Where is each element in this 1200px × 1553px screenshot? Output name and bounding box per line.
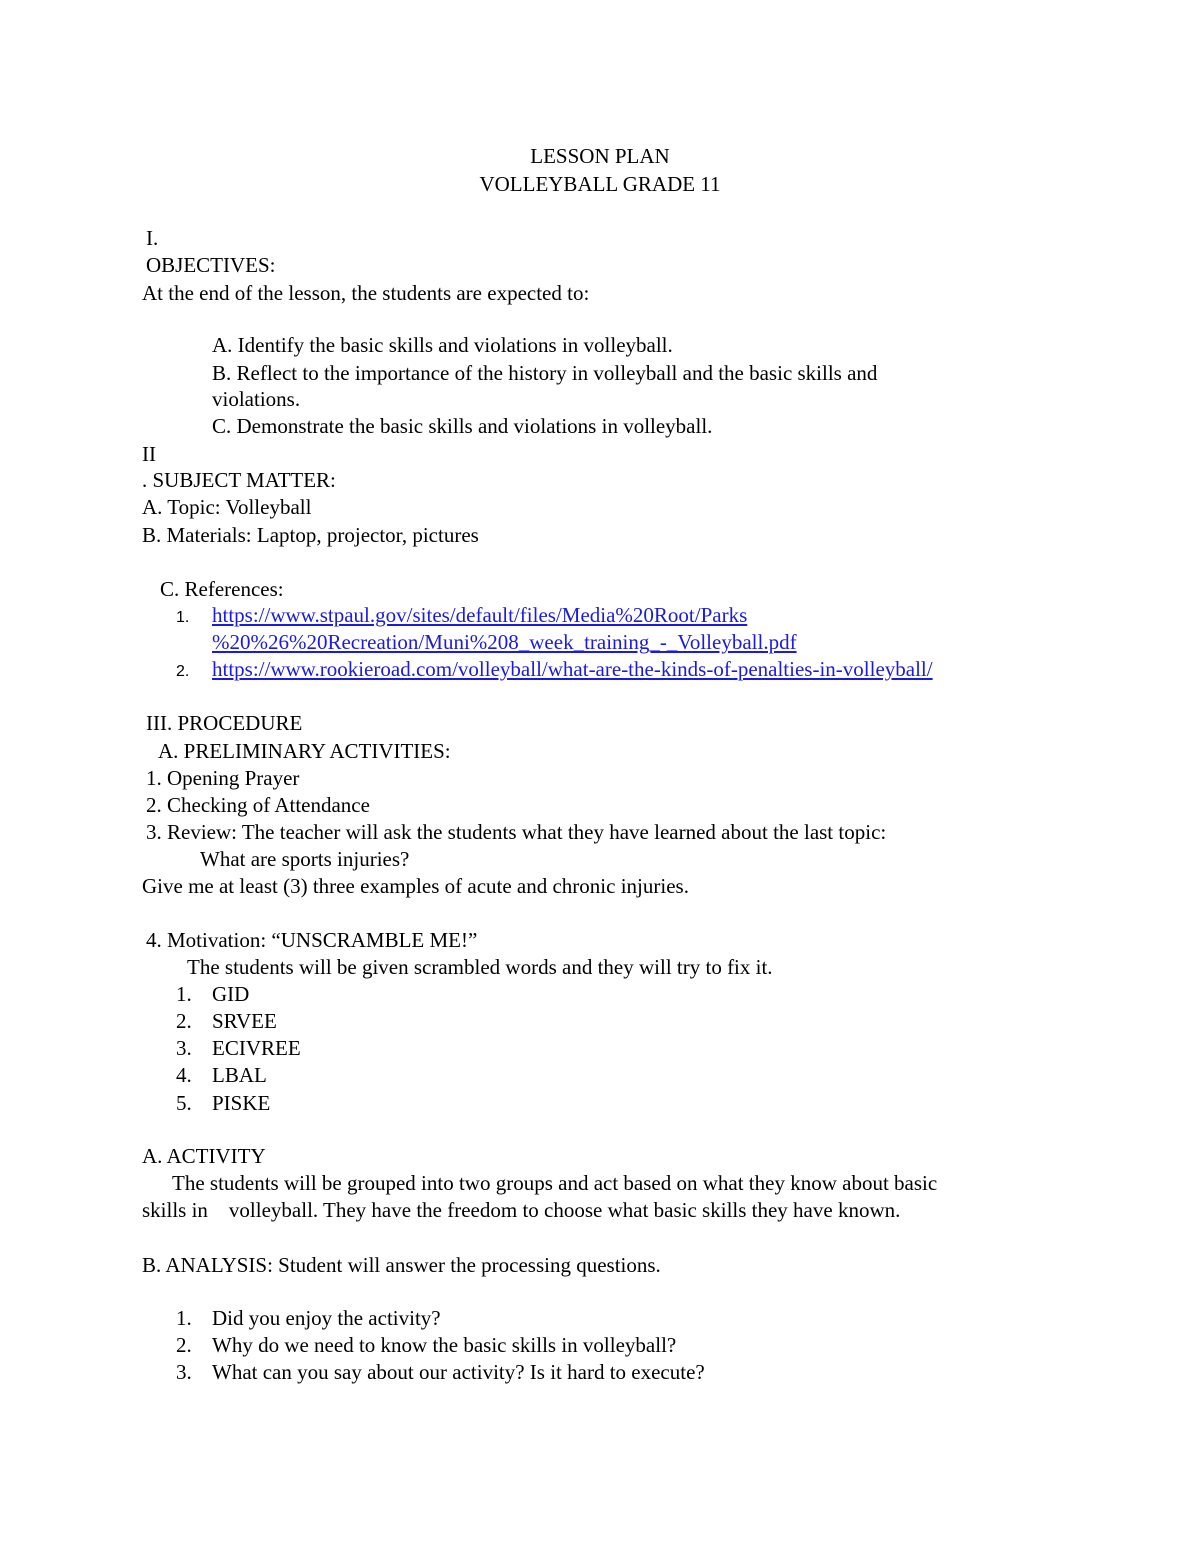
reference-number: 1. (176, 609, 190, 626)
objective-item: violations. (212, 387, 301, 411)
review-followup: Give me at least (3) three examples of acute and chronic injuries. (142, 874, 689, 898)
objectives-intro: At the end of the lesson, the students are expected to: (142, 281, 590, 305)
objective-item: B. Reflect to the importance of the history in volleyball and the basic skills and (212, 361, 878, 385)
reference-link-1[interactable]: https://www.stpaul.gov/sites/default/files/Media%20Root/Parks (212, 603, 748, 627)
question-number: 1. (176, 1306, 192, 1330)
preliminary-activities-heading: A. PRELIMINARY ACTIVITIES: (158, 739, 451, 763)
subject-matter-heading: . SUBJECT MATTER: (142, 468, 336, 492)
procedure-heading: III. PROCEDURE (146, 711, 303, 735)
objective-item: A. Identify the basic skills and violations in volleyball. (212, 333, 673, 357)
scrambled-word: LBAL (212, 1063, 267, 1087)
question-number: 2. (176, 1333, 192, 1357)
scrambled-number: 3. (176, 1036, 192, 1060)
reference-link-1-continued[interactable]: %20%26%20Recreation/Muni%208_week_training_-_Volleyball.pdf (212, 630, 797, 654)
scrambled-word: SRVEE (212, 1009, 277, 1033)
motivation-description: The students will be given scrambled words and they will try to fix it. (187, 955, 773, 979)
scrambled-number: 1. (176, 982, 192, 1006)
review-question: What are sports injuries? (200, 847, 410, 871)
processing-question: Did you enjoy the activity? (212, 1306, 441, 1330)
analysis-heading: B. ANALYSIS: Student will answer the processing questions. (142, 1253, 661, 1277)
processing-question: What can you say about our activity? Is it hard to execute? (212, 1360, 705, 1384)
materials-line: B. Materials: Laptop, projector, pictures (142, 523, 479, 547)
topic-line: A. Topic: Volleyball (142, 495, 312, 519)
objectives-heading: OBJECTIVES: (146, 253, 276, 277)
question-number: 3. (176, 1360, 192, 1384)
document-subtitle: VOLLEYBALL GRADE 11 (479, 172, 721, 196)
procedure-step: 3. Review: The teacher will ask the students what they have learned about the last topic: (146, 820, 887, 844)
scrambled-number: 5. (176, 1091, 192, 1115)
scrambled-word: ECIVREE (212, 1036, 301, 1060)
section-numeral-1: I. (146, 226, 159, 250)
scrambled-number: 4. (176, 1063, 192, 1087)
procedure-step: 1. Opening Prayer (146, 766, 300, 790)
objective-item: C. Demonstrate the basic skills and violations in volleyball. (212, 414, 713, 438)
reference-number: 2. (176, 663, 190, 680)
scrambled-word: PISKE (212, 1091, 271, 1115)
section-numeral-2: II (142, 442, 156, 466)
motivation-heading: 4. Motivation: “UNSCRAMBLE ME!” (146, 928, 478, 952)
processing-question: Why do we need to know the basic skills in volleyball? (212, 1333, 677, 1357)
activity-text: skills in volleyball. They have the freedom to choose what basic skills they have known. (142, 1198, 901, 1222)
activity-text: The students will be grouped into two groups and act based on what they know about basic (172, 1171, 938, 1195)
reference-link-2[interactable]: https://www.rookieroad.com/volleyball/what-are-the-kinds-of-penalties-in-volleyball/ (212, 657, 933, 681)
document-title: LESSON PLAN (530, 144, 670, 168)
scrambled-word: GID (212, 982, 250, 1006)
scrambled-number: 2. (176, 1009, 192, 1033)
references-label: C. References: (160, 577, 284, 601)
procedure-step: 2. Checking of Attendance (146, 793, 370, 817)
activity-heading: A. ACTIVITY (142, 1144, 266, 1168)
